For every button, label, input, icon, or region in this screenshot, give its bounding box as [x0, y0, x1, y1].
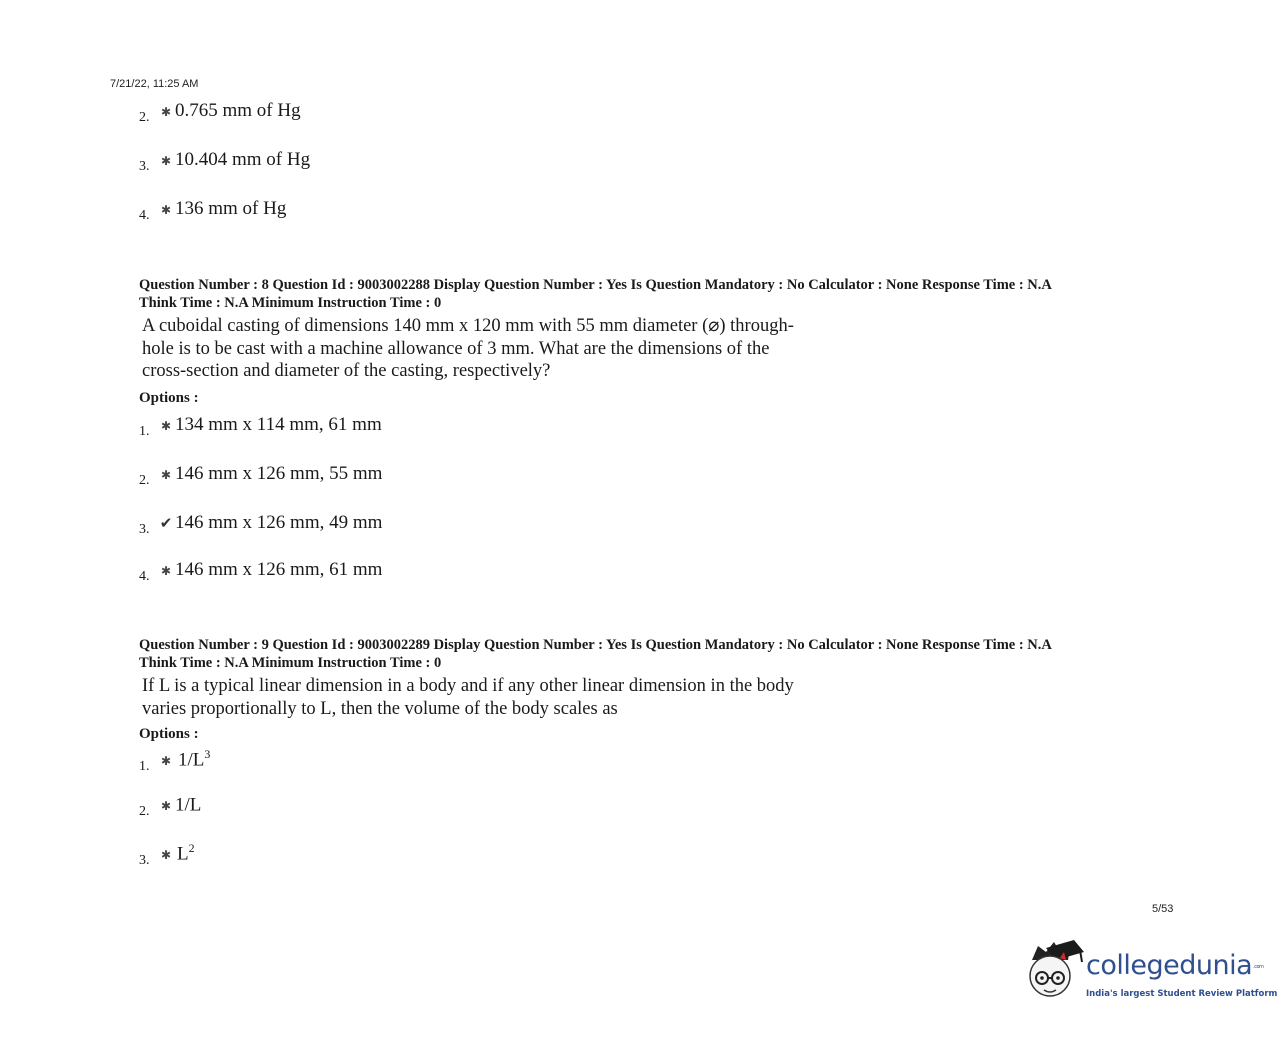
option-number: 3. [139, 853, 150, 869]
option-text: 10.404 mm of Hg [175, 149, 311, 170]
option-number: 3. [139, 522, 150, 537]
question-text-line: If L is a typical linear dimension in a body and if any other linear dimension in the body [142, 676, 794, 696]
option-text [177, 841, 195, 865]
mascot-icon [1024, 938, 1086, 1010]
logo-wordmark [1086, 950, 1263, 981]
question-text-line: hole is to be cast with a machine allowance of 3 mm. What are the dimensions of the [142, 338, 770, 359]
collegedunia-logo [1024, 938, 1278, 1010]
option-text: 146 mm x 126 mm, 55 mm [175, 463, 383, 484]
option-item [139, 747, 211, 775]
option-number: 4. [139, 208, 150, 223]
option-number: 3. [139, 159, 150, 174]
option-item [139, 100, 301, 125]
question-meta [139, 636, 1052, 672]
option-item [139, 559, 383, 584]
option-base: 1/L [175, 794, 202, 816]
option-text: 146 mm x 126 mm, 49 mm [175, 512, 383, 533]
option-number: 4. [139, 569, 150, 584]
option-number: 2. [139, 804, 150, 820]
option-superscript: 3 [204, 747, 211, 761]
logo-suffix: .com [1253, 963, 1264, 970]
option-item [139, 463, 383, 488]
cross-mark-icon: ✱ [160, 468, 172, 482]
question-text-line: A cuboidal casting of dimensions 140 mm x 120 mm with 55 mm diameter (⌀) through- [142, 316, 794, 336]
question-meta-line: Think Time : N.A Minimum Instruction Time : 0 [139, 655, 442, 671]
question-meta-line: Think Time : N.A Minimum Instruction Time : 0 [139, 295, 442, 311]
question-meta-line: Question Number : 8 Question Id : 9003002288 Display Question Number : Yes Is Question Mandatory : No Calculator : None Response Time : N.A [139, 277, 1052, 293]
option-item [139, 841, 195, 869]
logo-wordmark-text: collegedunia [1086, 950, 1253, 981]
option-text: 136 mm of Hg [175, 198, 287, 219]
cross-mark-icon: ✱ [160, 799, 172, 814]
cross-mark-icon: ✱ [160, 154, 172, 168]
logo-tagline: India's largest Student Review Platform [1086, 989, 1278, 999]
options-label: Options : [139, 390, 199, 406]
option-number: 2. [139, 110, 150, 125]
option-base: 1/L [178, 749, 205, 771]
options-label: Options : [139, 726, 199, 742]
print-timestamp: 7/21/22, 11:25 AM [110, 78, 199, 90]
question-text-line: cross-section and diameter of the casting, respectively? [142, 361, 551, 381]
option-base: L [177, 843, 189, 865]
option-text [175, 792, 201, 816]
question-text [142, 675, 832, 720]
option-item [139, 792, 202, 820]
option-text: 0.765 mm of Hg [175, 100, 301, 121]
option-text: 134 mm x 114 mm, 61 mm [175, 414, 382, 435]
option-text: 146 mm x 126 mm, 61 mm [175, 559, 383, 580]
page-number: 5/53 [1152, 903, 1174, 915]
question-text-line: varies proportionally to L, then the volume of the body scales as [142, 698, 618, 719]
cross-mark-icon: ✱ [160, 848, 172, 863]
check-mark-icon: ✔ [159, 516, 173, 532]
option-number: 1. [139, 424, 150, 439]
question-meta-line: Question Number : 9 Question Id : 9003002289 Display Question Number : Yes Is Question Mandatory : No Calculator : None Response Time : N.A [139, 637, 1052, 653]
option-item [139, 414, 382, 439]
option-number: 2. [139, 473, 150, 488]
cross-mark-icon: ✱ [160, 203, 172, 217]
question-meta [139, 276, 1052, 312]
option-item [139, 198, 287, 223]
cross-mark-icon: ✱ [160, 419, 172, 433]
cross-mark-icon: ✱ [160, 105, 172, 119]
cross-mark-icon: ✱ [160, 754, 172, 769]
option-item [139, 149, 311, 174]
cross-mark-icon: ✱ [160, 564, 172, 578]
option-text [178, 747, 210, 771]
option-item [139, 512, 383, 537]
question-text [142, 315, 832, 383]
option-superscript: 2 [188, 841, 195, 855]
option-number: 1. [139, 759, 150, 775]
